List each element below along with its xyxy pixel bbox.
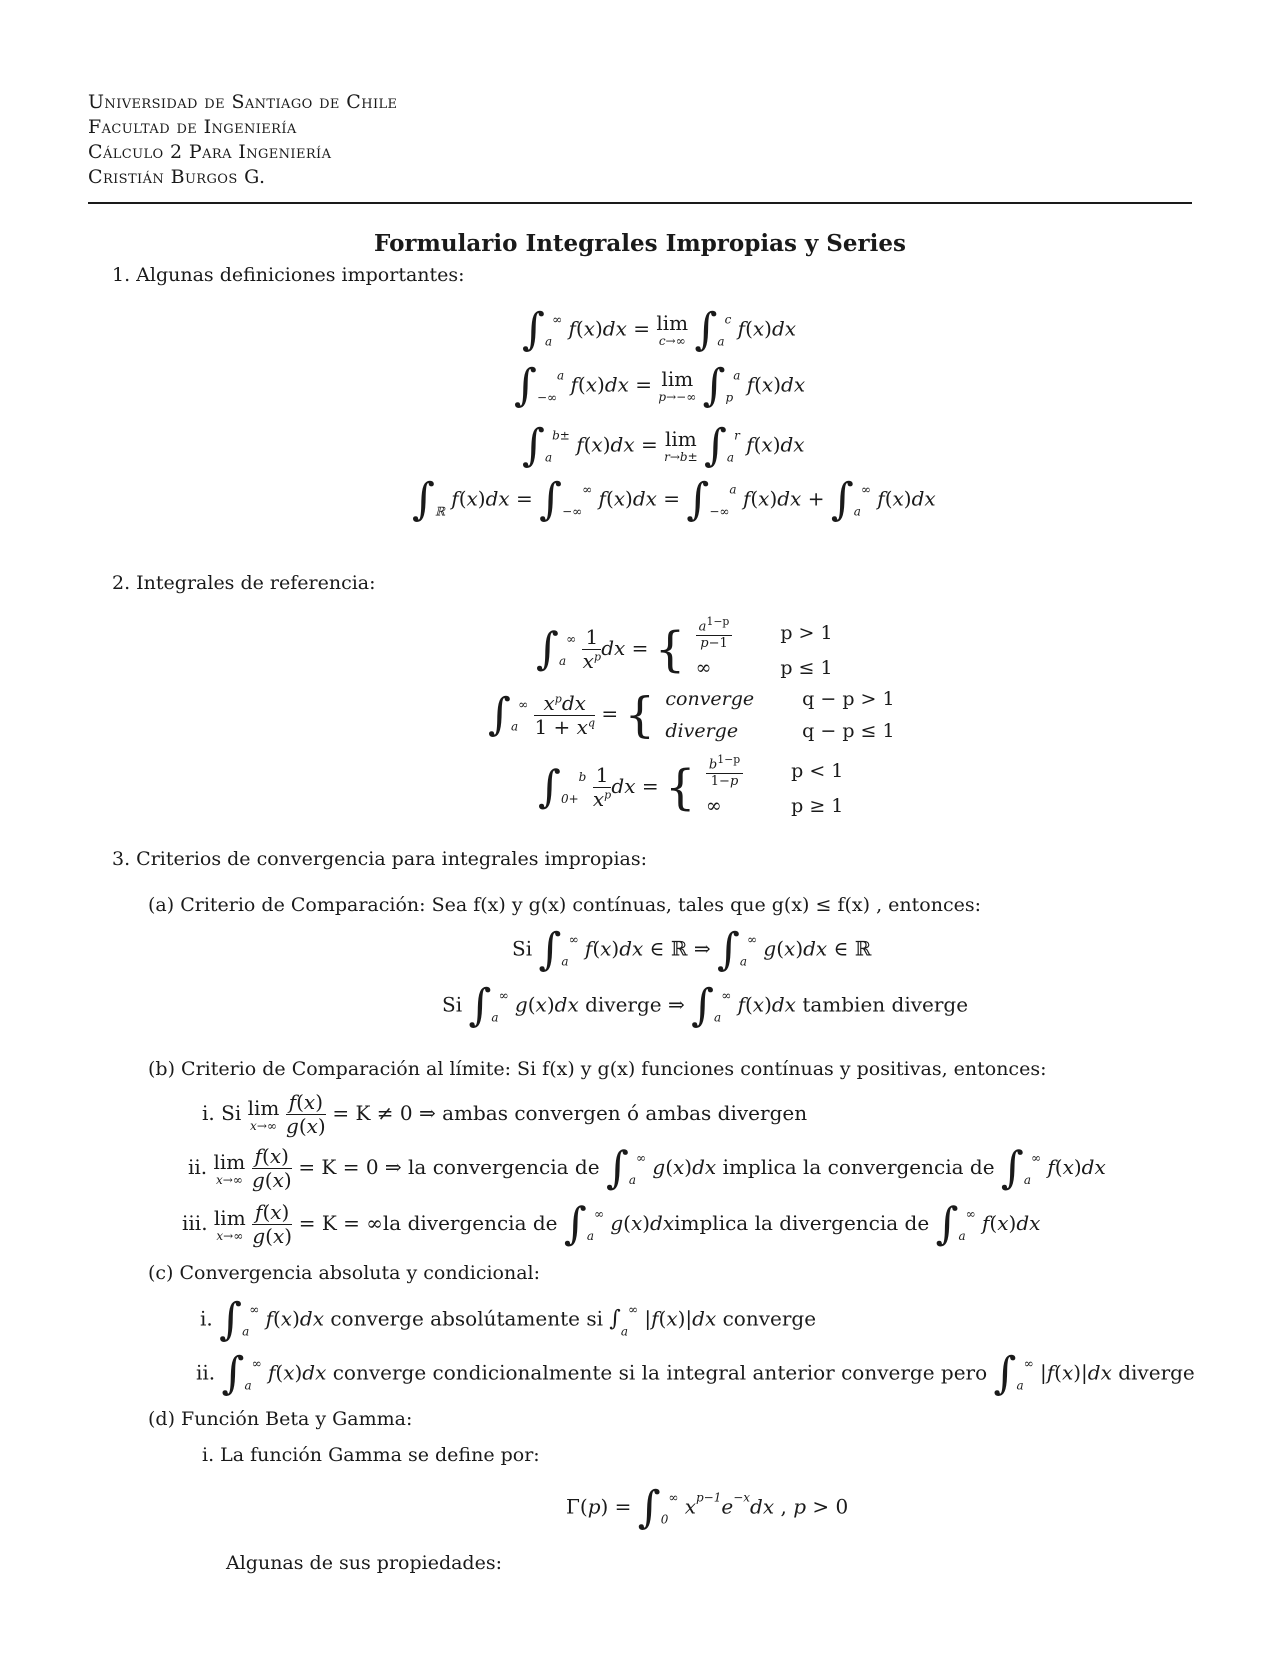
comparison-formula-1: Si $\int_a^\infty$ f(x)dx ∈ ℝ ⇒ $\int_a^\infty$ g(x)dx ∈ ℝ (512, 924, 872, 975)
course-name: Cálculo 2 Para Ingeniería (88, 141, 332, 163)
absolute-convergence: i. $\int_a^\infty$ f(x)dx converge absolútamente si $\int_a^\infty$ |f(x)|dx converge (200, 1294, 817, 1345)
gamma-formula: $\Gamma(p) = \int_0^\infty$ $x^{p-1}e^{-x}dx$ , p > 0 (566, 1482, 849, 1533)
criterion-b-heading: (b) Criterio de Comparación al límite: Si f(x) y g(x) funciones contínuas y positivas, entonces: (148, 1058, 1047, 1080)
section-1-heading: 1. Algunas definiciones importantes: (112, 264, 465, 286)
b-ii-prefix: ii. (188, 1155, 208, 1179)
reference-integral-2: $\int_a^\infty$ $\frac{x^pdx}{1 + x^q}$ = { converge q − p > 1 diverge q − p ≤ 1 (488, 682, 913, 748)
ref3-cond-2: p ≥ 1 (791, 794, 844, 817)
university-name: Universidad de Santiago de Chile (88, 91, 398, 113)
gamma-definition-label: i. La función Gamma se define por: (202, 1444, 540, 1466)
limit-criterion-iii: iii. lim x→∞ $\frac{f(x)}{g(x)}$ = K = ∞la divergencia de $\int_a^\infty$ g(x)dximplica la divergencia de $\int_a^\infty$ f(x)dx (182, 1198, 1041, 1250)
reference-integral-3: $\int_{0+}^b$ $\frac{1}{x^p}$ dx = { $\frac{b^{1-p}}{1-p}$ p < 1 ∞ p ≥ 1 (538, 752, 861, 823)
conditional-convergence: ii. $\int_a^\infty$ f(x)dx converge condicionalmente si la integral anterior converge pero $\int_a^\infty$ |f(x)|dx diverge (196, 1348, 1195, 1399)
c-ii-text: converge condicionalmente si la integral anterior converge pero (332, 1360, 988, 1385)
ref3-val-2: ∞ (705, 794, 722, 817)
formula-def-1: $\int_a^\infty$ f(x)dx = lim c→∞ $\int_a^c$ f(x)dx (522, 304, 797, 355)
formula-def-4: $\int_ℝ$ $f(x)dx = \int_{-\infty}^\infty$ $f(x)dx = \int_{-\infty}^a$ $f(x)dx + \int_a^\infty$ f(x)dx (412, 474, 936, 525)
ref2-val-1: converge (665, 688, 755, 710)
b-i-prefix: i. Si (202, 1101, 242, 1125)
c-ii-tail: diverge (1118, 1360, 1195, 1385)
reference-integral-1: $\int_a^\infty$ $\frac{1}{x^p}$ dx = { $\frac{a^{1-p}}{p-1}$ p > 1 ∞ p ≤ 1 (536, 614, 851, 685)
tambien-diverge: tambien diverge (802, 992, 969, 1017)
criterion-a-heading: (a) Criterio de Comparación: Sea f(x) y g(x) contínuas, tales que g(x) ≤ f(x) , entonces: (148, 894, 981, 916)
b-ii-mid: = K = 0 ⇒ la convergencia de (298, 1155, 600, 1179)
limit-criterion-i: i. Si lim x→∞ $\frac{f(x)}{g(x)}$ = K ≠ 0 ⇒ ambas convergen ó ambas divergen (202, 1090, 808, 1138)
c-ii-prefix: ii. (196, 1360, 216, 1385)
limit-criterion-ii: ii. lim x→∞ $\frac{f(x)}{g(x)}$ = K = 0 ⇒ la convergencia de $\int_a^\infty$ g(x)dx implica la convergencia de $\int_a^\infty$ f(x)dx (188, 1142, 1106, 1194)
gamma-properties-label: Algunas de sus propiedades: (226, 1552, 502, 1574)
si-label: Si (512, 936, 533, 961)
page-title: Formulario Integrales Impropias y Series (374, 230, 906, 257)
criterion-d-heading: (d) Función Beta y Gamma: (148, 1408, 413, 1430)
criterion-c-heading: (c) Convergencia absoluta y condicional: (148, 1262, 541, 1284)
ref1-cond-2: p ≤ 1 (780, 656, 833, 679)
ref3-cond-1: p < 1 (791, 760, 844, 783)
formula-def-3: $\int_a^{b\pm}$ f(x)dx = lim r→b± $\int_a^r$ f(x)dx (522, 420, 805, 471)
b-iii-mid2: implica la divergencia de (674, 1211, 930, 1235)
header-divider (88, 202, 1192, 204)
b-ii-mid2: implica la convergencia de (722, 1155, 995, 1179)
faculty-name: Facultad de Ingeniería (88, 116, 297, 138)
b-iii-mid: = K = ∞la divergencia de (298, 1211, 558, 1235)
comparison-formula-2: Si $\int_a^\infty$ g(x)dx diverge ⇒ $\int_a^\infty$ f(x)dx tambien diverge (442, 980, 969, 1031)
author-name: Cristián Burgos G. (88, 166, 266, 188)
c-i-tail: converge (722, 1306, 817, 1331)
formula-def-2: $\int_{-\infty}^a$ f(x)dx = lim p→−∞ $\int_p^a$ f(x)dx (514, 360, 806, 411)
ref1-cond-1: p > 1 (780, 622, 833, 645)
document-header (88, 90, 397, 190)
b-i-tail: = K ≠ 0 ⇒ ambas convergen ó ambas divergen (332, 1101, 808, 1125)
si-label-2: Si (442, 992, 463, 1017)
section-3-heading: 3. Criterios de convergencia para integrales impropias: (112, 848, 647, 870)
c-i-prefix: i. (200, 1306, 213, 1331)
ref2-val-2: diverge (665, 720, 739, 742)
b-iii-prefix: iii. (182, 1211, 208, 1235)
section-2-heading: 2. Integrales de referencia: (112, 572, 376, 594)
ref2-cond-1: q − p > 1 (802, 688, 895, 710)
diverge-implies: diverge ⇒ (585, 992, 685, 1017)
c-i-text: converge absolútamente si (330, 1306, 603, 1331)
ref1-val-2: ∞ (695, 656, 712, 679)
ref2-cond-2: q − p ≤ 1 (802, 720, 895, 742)
